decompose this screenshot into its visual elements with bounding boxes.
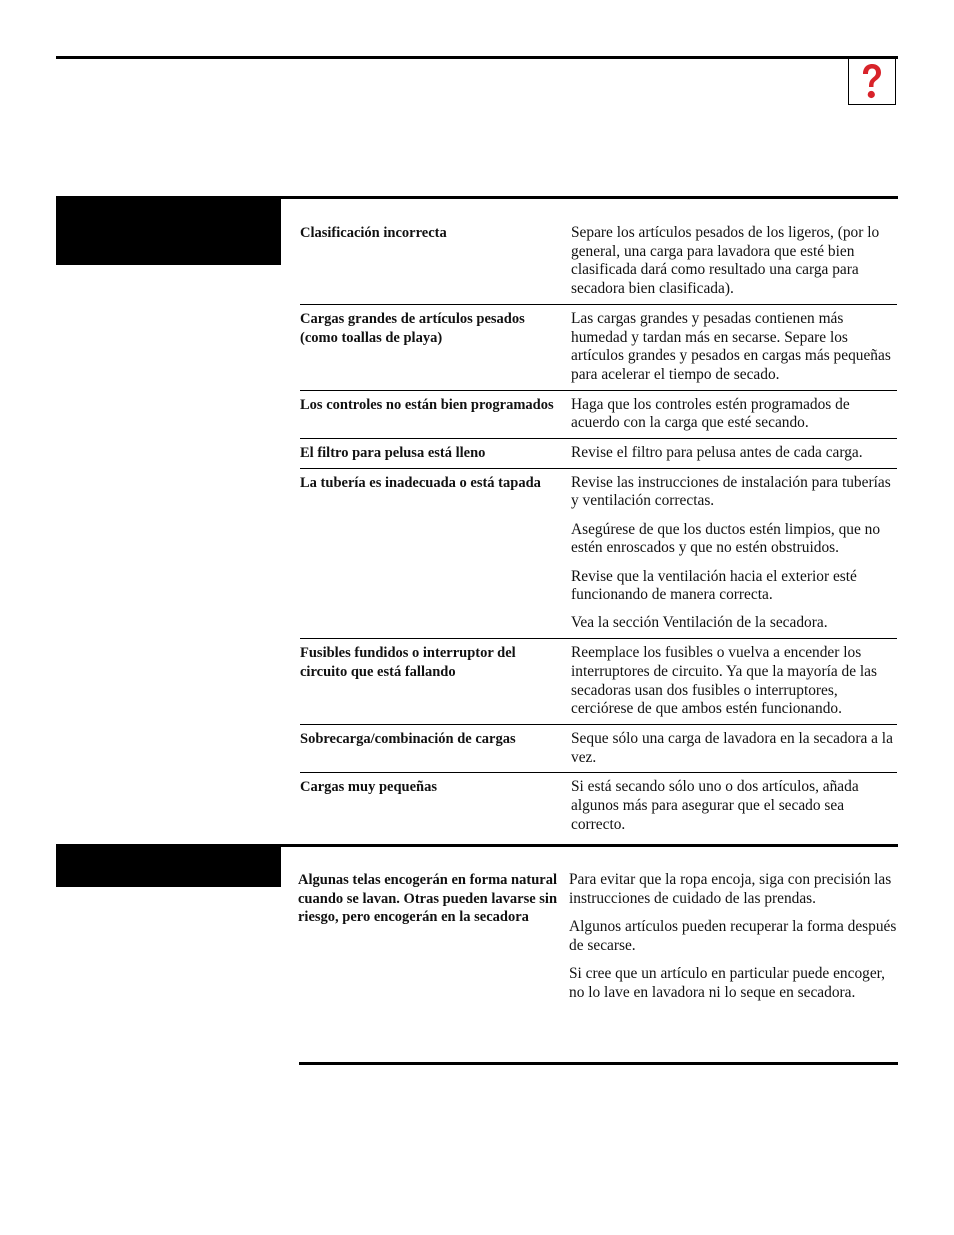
cause-text: La tubería es inadecuada o está tapada [300,474,541,491]
cause-text: Clasificación incorrecta [300,225,447,241]
fix-text: Vea la sección Ventilación de la secadora. [571,614,828,632]
fix-text: Revise el filtro para pelusa antes de cada carga. [571,444,863,462]
fix-cell [571,396,897,433]
cause-text: Algunas telas encogerán en forma natural cuando se lavan. Otras pueden lavarse sin riesgo, pero encogerán en la secadora [298,872,558,926]
table-row [300,391,897,439]
fix-text: Revise las instrucciones de instalación para tuberías y ventilación correctas. [571,473,891,510]
top-rule [56,56,898,59]
help-box [848,58,896,105]
fix-text: Si está secando sólo uno o dos artículos, añada algunos más para asegurar que el secado sea correcto. [571,778,859,833]
fix-cell [571,444,897,463]
table-row [298,866,897,1007]
fix-text: Asegúrese de que los ductos estén limpios, que no estén enroscados y que no estén obstruidos. [571,520,881,557]
fix-cell [571,644,897,719]
fix-text: Separe los artículos pesados de los ligeros, (por lo general, una carga para lavadora que esté bien clasificada dará como resultado una carga para secadora bien clasificada). [571,224,880,298]
fix-text: Las cargas grandes y pesadas contienen más humedad y tardan más en secarse. Separe los artículos grandes y pesados en cargas más pequeñas para acelerar el tiempo de secado. [571,309,891,383]
question-mark-icon [860,63,884,101]
fix-text: Algunos artículos pueden recuperar la forma después de secarse. [569,917,897,954]
fix-text: Seque sólo una carga de lavadora en la secadora a la vez. [571,729,893,766]
bottom-rule [299,1062,898,1065]
fix-cell [571,310,897,385]
fix-text: Si cree que un artículo en particular puede encoger, no lo lave en lavadora ni lo seque en secadora. [569,964,886,1001]
table-row [300,219,897,305]
cause-text: Sobrecarga/combinación de cargas [300,730,516,747]
fix-text: Reemplace los fusibles o vuelva a encender los interruptores de circuito. Ya que la mayoría de las secadoras usan dos fusibles o interruptores, cerciórese de que ambos estén funcionando. [571,644,878,718]
table-row [300,439,897,469]
fix-cell [571,730,897,767]
table-row [300,773,897,839]
cause-text: Cargas grandes de artículos pesados (como toallas de playa) [300,310,525,346]
section-2-tab [56,846,281,887]
fix-text: Haga que los controles estén programados de acuerdo con la carga que esté secando. [571,395,850,432]
cause-text: Cargas muy pequeñas [300,779,437,796]
table-row [300,469,897,639]
cause-text: El filtro para pelusa está lleno [300,445,486,462]
table-row [300,305,897,391]
table-row [300,639,897,725]
fix-text: Para evitar que la ropa encoja, siga con precisión las instrucciones de cuidado de las prendas. [569,871,892,907]
fix-cell [571,224,897,299]
cause-text: Fusibles fundidos o interruptor del circuito que está fallando [300,645,516,680]
fix-cell [571,474,897,633]
section-2-table [298,866,897,1007]
section-1-tab [56,198,281,265]
section-1-table [300,219,897,839]
fix-text: Revise que la ventilación hacia el exterior esté funcionando de manera correcta. [571,567,857,604]
fix-cell [571,778,897,834]
table-row [300,725,897,773]
cause-text: Los controles no están bien programados [300,396,554,413]
fix-cell [569,871,897,1002]
